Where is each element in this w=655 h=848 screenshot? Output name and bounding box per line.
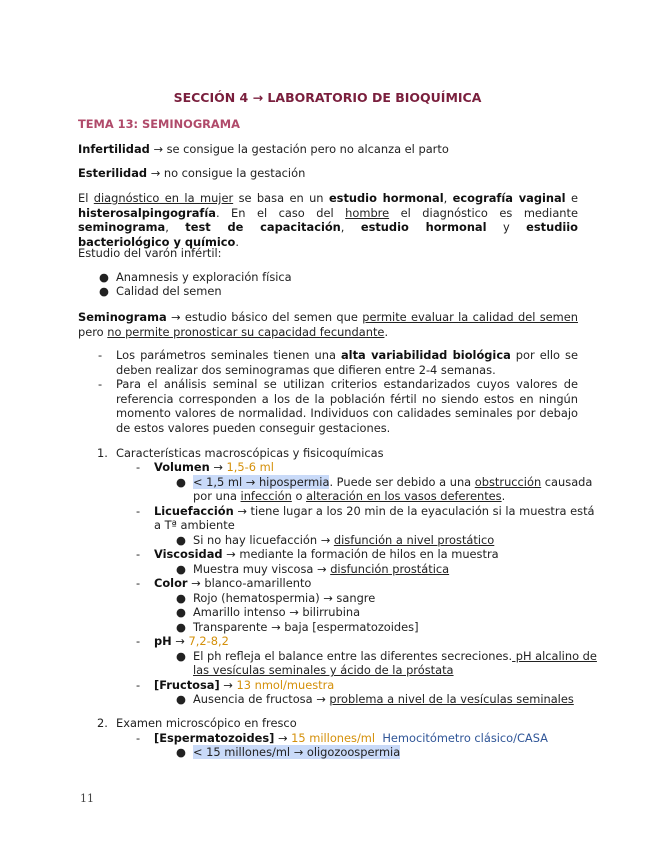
- volumen-detail: ● < 1,5 ml → hipospermia. Puede ser debido a una obstrucción causada: [176, 475, 593, 489]
- espermatozoides-detail: ● < 15 millones/ml → oligozoospermia: [176, 745, 401, 759]
- color-detail: ● Transparente → baja [espermatozoides]: [176, 620, 419, 634]
- diagnosis-paragraph: El diagnóstico en la mujer se basa en un estudio hormonal, ecografía vaginal e histerosalpingografía. En el caso del hombre el diagnóstico es mediante seminograma, test de capacitación, estudio hormonal y estudiio bacteriológico y químico.: [78, 191, 578, 249]
- licuefaccion-item: - Licuefacción → tiene lugar a los 20 min de la eyaculación si la muestra está: [136, 504, 595, 518]
- color-item: - Color → blanco-amarillento: [136, 576, 312, 590]
- def-infertilidad: Infertilidad → se consigue la gestación pero no alcanza el parto: [78, 142, 449, 156]
- page-number: 11: [80, 792, 94, 805]
- def-esterilidad: Esterilidad → no consigue la gestación: [78, 166, 306, 180]
- color-detail: ● Amarillo intenso → bilirrubina: [176, 605, 361, 619]
- list2-title: 2. Examen microscópico en fresco: [97, 716, 297, 730]
- fructosa-detail: ● Ausencia de fructosa → problema a nivel de la vesículas seminales: [176, 692, 574, 706]
- ph-item: - pH → 7,2-8,2: [136, 634, 229, 648]
- list-item: ● Anamnesis y exploración física: [99, 270, 292, 284]
- topic-title: TEMA 13: SEMINOGRAMA: [78, 117, 240, 131]
- volumen-detail-cont: por una infección o alteración en los vasos deferentes.: [193, 489, 506, 503]
- section-title: SECCIÓN 4 → LABORATORIO DE BIOQUÍMICA: [173, 90, 482, 105]
- viscosidad-item: - Viscosidad → mediante la formación de hilos en la muestra: [136, 547, 499, 561]
- fructosa-item: - [Fructosa] → 13 nmol/muestra: [136, 678, 335, 692]
- study-intro: Estudio del varón infértil:: [78, 246, 222, 260]
- dash-item-criteria: - Para el análisis seminal se utilizan criterios estandarizados cuyos valores de referencia corresponden a los de la población fértil no siendo estos en ningún momento valores de normalidad. Individuos con calidades seminales por debajo de estos valores pueden conseguir gestaciones.: [98, 377, 578, 435]
- ph-detail: ● El ph refleja el balance entre las diferentes secreciones. pH alcalino de: [176, 649, 597, 663]
- ph-detail-cont: las vesículas seminales y ácido de la próstata: [193, 663, 454, 677]
- volumen-item: - Volumen → 1,5-6 ml: [136, 460, 274, 474]
- list-item: ● Calidad del semen: [99, 284, 222, 298]
- espermatozoides-item: - [Espermatozoides] → 15 millones/ml Hemocitómetro clásico/CASA: [136, 731, 548, 745]
- color-detail: ● Rojo (hematospermia) → sangre: [176, 591, 376, 605]
- viscosidad-detail: ● Muestra muy viscosa → disfunción prostática: [176, 562, 450, 576]
- list1-title: 1. Características macroscópicas y fisicoquímicas: [97, 446, 384, 460]
- seminograma-paragraph: Seminograma → estudio básico del semen que permite evaluar la calidad del semen pero no permite pronosticar su capacidad fecundante.: [78, 310, 578, 339]
- licuefaccion-item-cont: a Tª ambiente: [154, 518, 235, 532]
- dash-item-variability: - Los parámetros seminales tienen una alta variabilidad biológica por ello se deben realizar dos seminogramas que difieren entre 2-4 semanas.: [98, 348, 578, 377]
- licuefaccion-detail: ● Si no hay licuefacción → disfunción a nivel prostático: [176, 533, 495, 547]
